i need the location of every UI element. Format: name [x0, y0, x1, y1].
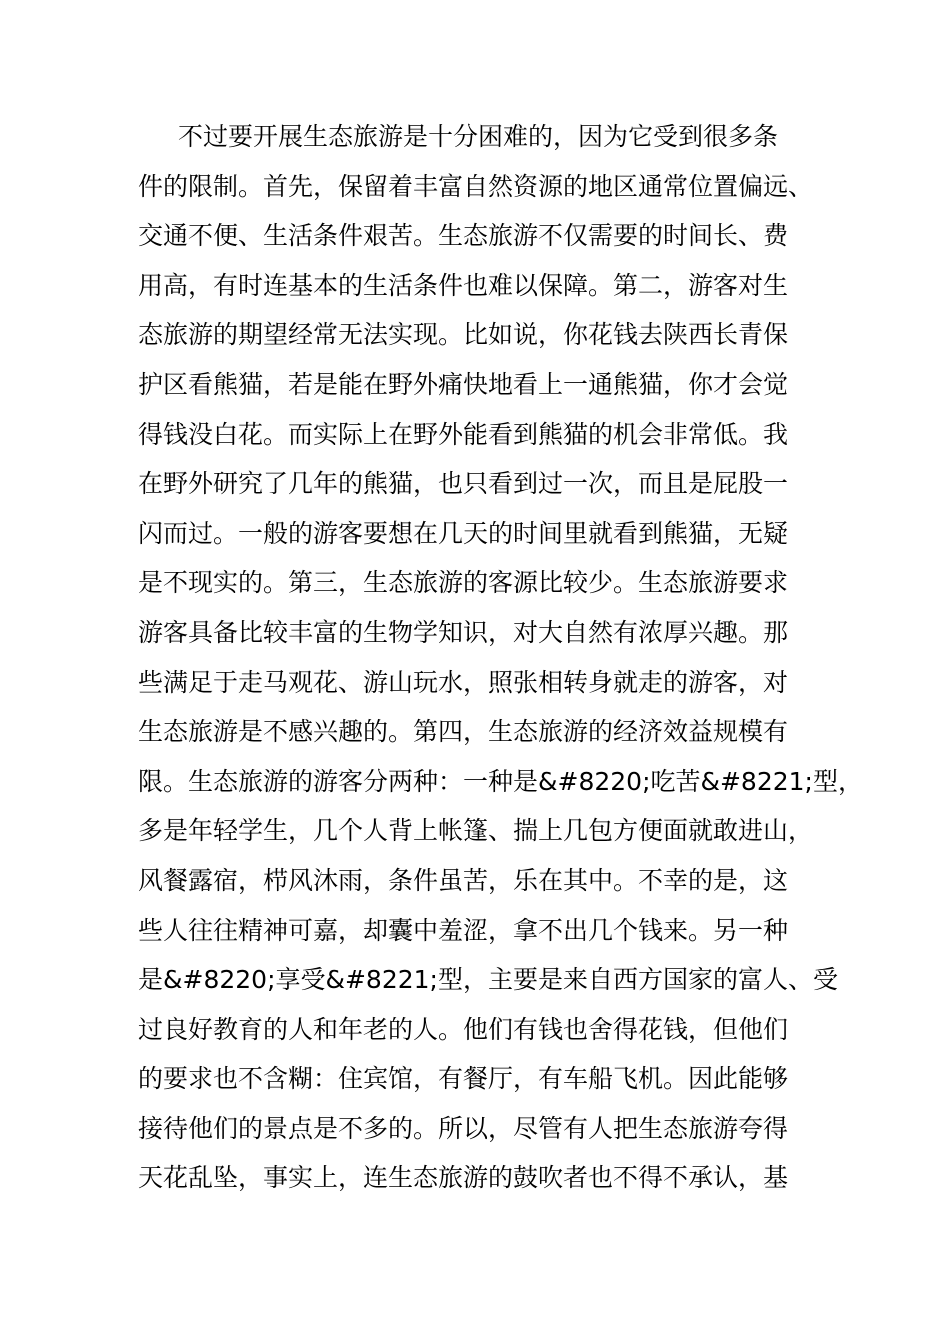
text-line: 天花乱坠，事实上，连生态旅游的鼓吹者也不得不承认，基: [138, 1163, 789, 1193]
text-line: 些人往往精神可嘉，却囊中羞涩，拿不出几个钱来。另一种: [138, 915, 789, 945]
text-line: 些满足于走马观花、游山玩水，照张相转身就走的游客，对: [138, 667, 789, 697]
text-line: 闪而过。一般的游客要想在几天的时间里就看到熊猫，无疑: [138, 518, 789, 548]
text-line: 不过要开展生态旅游是十分困难的，因为它受到很多条: [178, 122, 779, 151]
text-line: 的要求也不含糊：住宾馆，有餐厅，有车船飞机。因此能够: [138, 1064, 789, 1094]
text-line: 风餐露宿，栉风沐雨，条件虽苦，乐在其中。不幸的是，这: [138, 865, 789, 895]
text-line: 接待他们的景点是不多的。所以，尽管有人把生态旅游夸得: [138, 1113, 789, 1143]
body-paragraph: [138, 112, 863, 1203]
text-line: 得钱没白花。而实际上在野外能看到熊猫的机会非常低。我: [138, 419, 789, 449]
text-line: 护区看熊猫，若是能在野外痛快地看上一通熊猫，你才会觉: [138, 369, 789, 399]
text-line: 是&#8220;享受&#8221;型，主要是来自西方国家的富人、受: [138, 965, 838, 995]
text-line: 多是年轻学生，几个人背上帐篷、揣上几包方便面就敢进山，: [138, 816, 814, 846]
text-line: 过良好教育的人和年老的人。他们有钱也舍得花钱，但他们: [138, 1014, 789, 1044]
text-line: 生态旅游是不感兴趣的。第四，生态旅游的经济效益规模有: [138, 717, 789, 747]
text-line: 是不现实的。第三，生态旅游的客源比较少。生态旅游要求: [138, 568, 789, 598]
text-line: 用高，有时连基本的生活条件也难以保障。第二，游客对生: [138, 270, 789, 300]
text-line: 在野外研究了几年的熊猫，也只看到过一次，而且是屁股一: [138, 469, 789, 499]
text-line: 态旅游的期望经常无法实现。比如说，你花钱去陕西长青保: [138, 320, 789, 350]
text-line: 件的限制。首先，保留着丰富自然资源的地区通常位置偏远、: [138, 171, 814, 201]
text-line: 游客具备比较丰富的生物学知识，对大自然有浓厚兴趣。那: [138, 617, 789, 647]
text-line: 交通不便、生活条件艰苦。生态旅游不仅需要的时间长、费: [138, 221, 789, 251]
text-line: 限。生态旅游的游客分两种：一种是&#8220;吃苦&#8221;型，: [138, 766, 863, 796]
